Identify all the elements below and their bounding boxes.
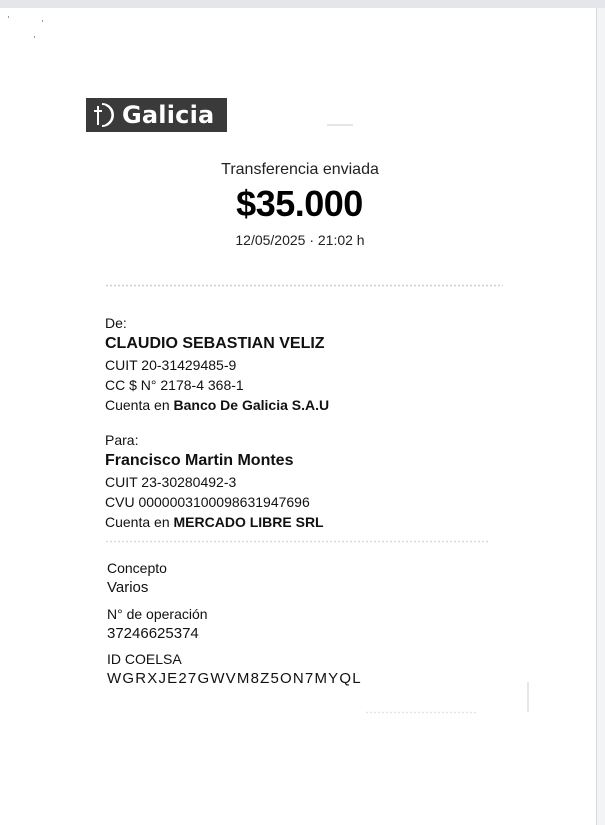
scan-artifact [527,682,529,712]
logo-wordmark: Galicia [122,101,215,129]
section-divider [105,540,490,543]
operation-label: N° de operación [107,606,208,622]
recipient-block [105,431,324,532]
scan-artifact [327,124,353,126]
sender-bank-name: Banco De Galicia S.A.U [173,397,330,413]
scrollbar[interactable] [597,8,605,825]
transfer-amount: $35.000 [236,183,363,224]
concept-value: Varios [107,579,149,596]
sender-bank [105,395,329,415]
section-divider [105,284,503,287]
transfer-title: Transferencia enviada [221,161,379,178]
scan-specks [4,14,44,44]
concept-field [107,559,167,598]
operation-field [107,605,208,644]
recipient-cuit: CUIT 23-30280492-3 [105,474,237,490]
recipient-bank-prefix: Cuenta en [105,514,174,530]
sender-label: De: [105,315,127,331]
galicia-cross-icon [86,98,120,132]
coelsa-label: ID COELSA [107,651,182,667]
sender-cuit: CUIT 20-31429485-9 [105,357,237,373]
sender-block [105,314,329,415]
scan-artifact [365,711,477,714]
sender-bank-prefix: Cuenta en [105,397,174,413]
sender-name: CLAUDIO SEBASTIAN VELIZ [105,335,325,352]
transfer-datetime: 12/05/2025 · 21:02 h [235,232,365,248]
recipient-label: Para: [105,432,139,448]
galicia-logo [86,98,227,132]
recipient-name: Francisco Martin Montes [105,452,294,469]
recipient-bank [105,512,324,532]
concept-label: Concepto [107,560,167,576]
recipient-cvu: CVU 0000003100098631947696 [105,494,310,510]
coelsa-field [107,650,362,689]
coelsa-value: WGRXJE27GWVM8Z5ON7MYQL [107,670,362,687]
recipient-bank-name: MERCADO LIBRE SRL [173,514,324,530]
operation-value: 37246625374 [107,625,199,642]
sender-account: CC $ N° 2178-4 368-1 [105,377,244,393]
